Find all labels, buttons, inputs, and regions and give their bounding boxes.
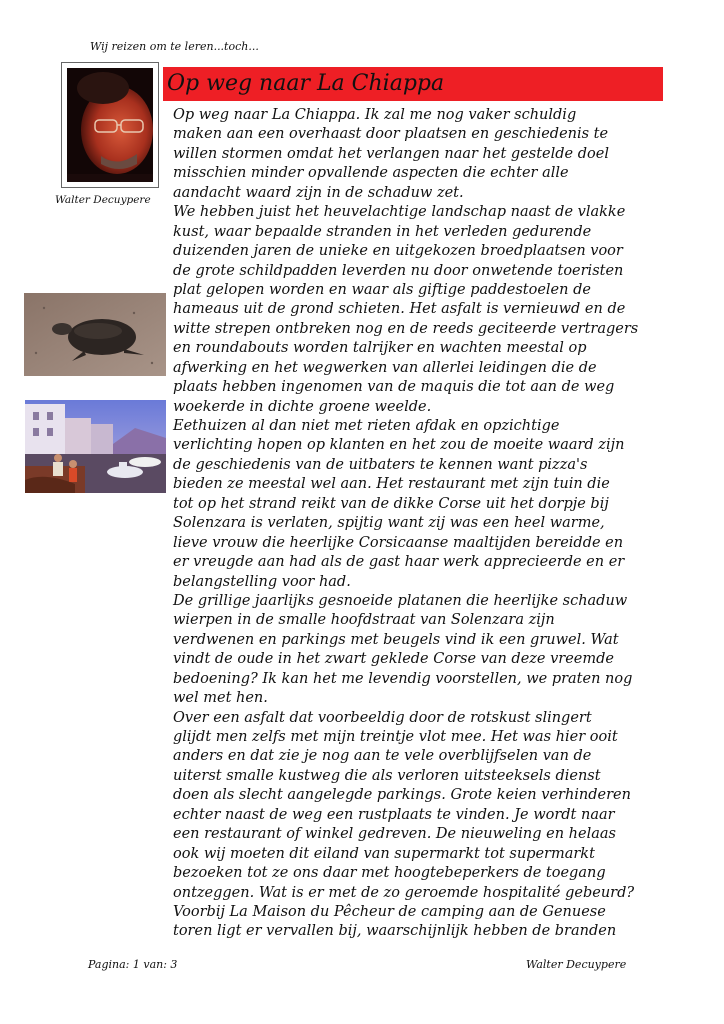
article-line: lieve vrouw die heerlijke Corsicaanse maaltijden bereidde en xyxy=(173,534,624,551)
page-number: Pagina: 1 van: 3 xyxy=(88,958,178,971)
article-line: er vreugde aan had als de gast haar werk apprecieerde en er xyxy=(173,554,625,571)
article-line: vindt de oude in het zwart geklede Corse van deze vreemde xyxy=(173,651,615,668)
article-line: plat gelopen worden en waar als giftige paddestoelen de xyxy=(173,281,591,298)
article-line: anders en dat zie je nog aan te vele overblijfselen van de xyxy=(173,748,592,765)
article-line: We hebben juist het heuvelachtige landschap naast de vlakke xyxy=(173,204,626,221)
article-line: plaats hebben ingenomen van de maquis die tot aan de weg xyxy=(173,379,615,396)
article-line: Op weg naar La Chiappa. Ik zal me nog vaker schuldig xyxy=(173,107,577,123)
article-line: Voorbij La Maison du Pêcheur de camping aan de Genuese xyxy=(173,903,606,920)
article-line: De grillige jaarlijks gesnoeide platanen die heerlijke schaduw xyxy=(173,592,628,609)
article-line: belangstelling voor had. xyxy=(173,573,351,590)
article-line: echter naast de weg een rustplaats te vinden. Je wordt naar xyxy=(173,806,615,823)
article-line: tot op het strand reikt van de dikke Corse uit het dorpje bij xyxy=(173,495,609,512)
article-line: kust, waar bepaalde stranden in het verleden gedurende xyxy=(173,223,592,240)
article-line: ook wij moeten dit eiland van supermarkt tot supermarkt xyxy=(173,845,595,862)
article-line: uiterst smalle kustweg die als verloren uitsteeksels dienst xyxy=(173,767,601,784)
article-line: de grote schildpadden leverden nu door onwetende toeristen xyxy=(173,262,624,279)
article-line: Over een asfalt dat voorbeeldig door de rotskust slingert xyxy=(173,709,592,726)
article-line: verdwenen en parkings met beugels vind ik een gruwel. Wat xyxy=(173,631,619,648)
article-line: witte strepen ontbreken nog en de reeds geciteerde vertragers xyxy=(173,320,639,337)
article-line: glijdt men zelfs met mijn treintje vlot mee. Het was hier ooit xyxy=(173,729,618,745)
article-line: bezoeken tot ze ons daar met hoogtebeperkers de toegang xyxy=(173,865,606,882)
title-bar xyxy=(163,67,663,101)
article-line: hameaus uit de grond schieten. Het asfalt is vernieuwd en de xyxy=(173,301,626,318)
author-photo-frame xyxy=(61,62,159,188)
article-line: Solenzara is verlaten, spijtig want zij was een heel warme, xyxy=(173,515,605,532)
author-photo xyxy=(67,68,153,182)
article-line: maken aan een overhaast door plaatsen en geschiedenis te xyxy=(173,126,609,143)
article-line: toren ligt er vervallen bij, waarschijnlijk hebben de branden xyxy=(173,923,617,940)
header-tagline: Wij reizen om te leren...toch... xyxy=(90,40,259,53)
article-line: duizenden jaren de unieke en uitgekozen broedplaatsen voor xyxy=(173,243,623,260)
article-line: willen stormen omdat het verlangen naar het gestelde doel xyxy=(173,145,609,162)
article-line: wierpen in de smalle hoofdstraat van Solenzara zijn xyxy=(173,612,555,629)
article-line: aandacht waard zijn in de schaduw zet. xyxy=(173,184,464,201)
article-title: Op weg naar La Chiappa xyxy=(167,71,445,96)
footer-author: Walter Decuypere xyxy=(526,958,627,971)
harbor-photo xyxy=(25,400,166,493)
article-line: verlichting hopen op klanten en het zou de moeite waard zijn xyxy=(173,437,625,454)
turtle-photo xyxy=(24,293,166,376)
article-line: misschien minder opvallende aspecten die echter alle xyxy=(173,165,569,182)
article-body xyxy=(173,106,673,942)
article-line: een restaurant of winkel gedreven. De nieuweling en helaas xyxy=(173,826,616,843)
article-line: de geschiedenis van de uitbaters te kennen want pizza's xyxy=(173,456,588,473)
article-line: Eethuizen al dan niet met rieten afdak en opzichtige xyxy=(173,418,560,434)
article-line: bieden ze meestal wel aan. Het restaurant met zijn tuin die xyxy=(173,476,610,493)
article-line: en roundabouts worden talrijker en wachten meestal op xyxy=(173,340,587,357)
article-line: ontzeggen. Wat is er met de zo geroemde hospitalité gebeurd? xyxy=(173,884,635,901)
article-line: woekerde in dichte groene weelde. xyxy=(173,398,432,415)
article-line: doen als slecht aangelegde parkings. Grote keien verhinderen xyxy=(173,787,631,804)
article-line: bedoening? Ik kan het me levendig voorstellen, we praten nog xyxy=(173,670,633,687)
article-line: wel met hen. xyxy=(173,690,268,707)
article-line: afwerking en het wegwerken van allerlei leidingen die de xyxy=(173,359,597,376)
author-caption: Walter Decuypere xyxy=(55,194,151,206)
